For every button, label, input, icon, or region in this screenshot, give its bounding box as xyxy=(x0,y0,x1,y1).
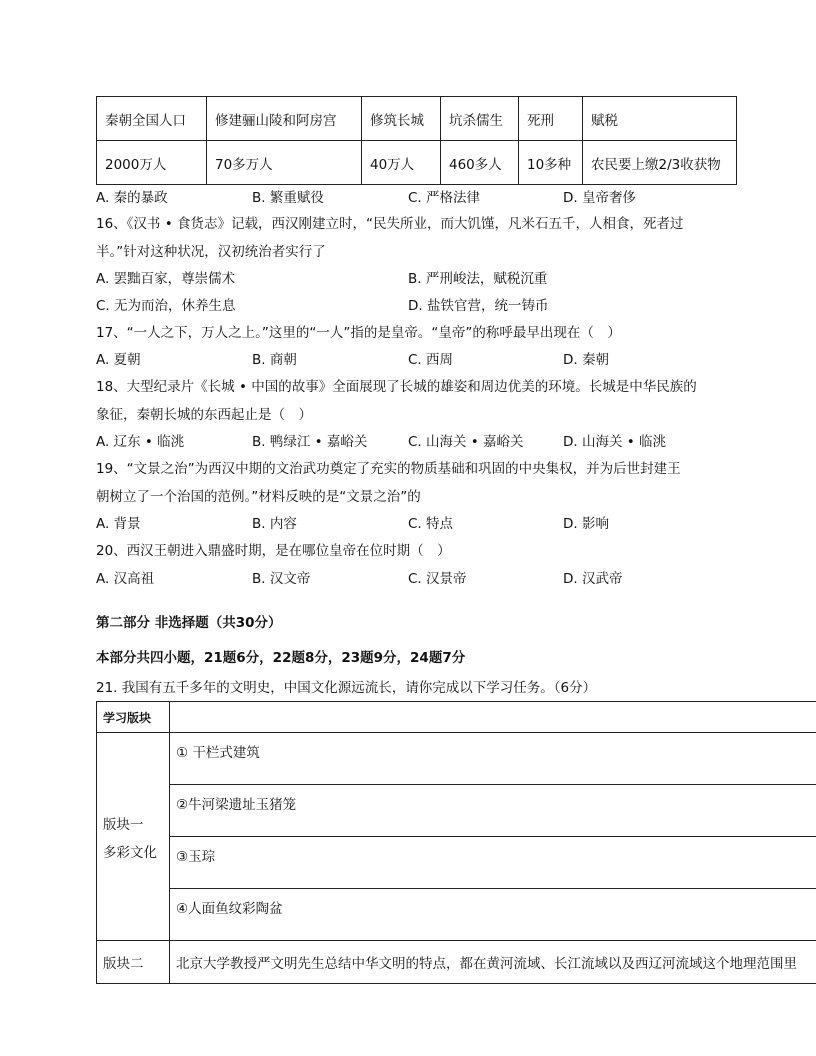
option-d: D. 秦朝 xyxy=(563,352,609,368)
table-cell: 70多万人 xyxy=(207,141,362,185)
table-cell: 修建骊山陵和阿房宫 xyxy=(207,97,362,141)
table-row xyxy=(97,941,816,984)
option-d: D. 盐铁官营，统一铸币 xyxy=(408,298,549,314)
block1-label-line1: 版块一 xyxy=(103,816,144,833)
option-a: A. 秦的暴政 xyxy=(96,190,168,206)
table-row xyxy=(97,889,816,941)
option-b: B. 严刑峻法，赋税沉重 xyxy=(408,271,548,287)
option-c: C. 严格法律 xyxy=(408,190,481,206)
q17-options xyxy=(96,348,736,368)
table-cell: 死刑 xyxy=(519,97,583,141)
table-header-cell: 学习版块 xyxy=(97,702,170,733)
option-b: B. 内容 xyxy=(252,516,297,532)
question-19-stem-line2: 朝树立了一个治国的范例。”材料反映的是“文景之治”的 xyxy=(96,489,421,505)
table-cell: 农民要上缴2/3收获物 xyxy=(583,141,737,185)
table-row xyxy=(97,837,816,889)
q19-options xyxy=(96,512,736,532)
study-task-table xyxy=(96,701,816,984)
list-item: ②牛河梁遗址玉猪笼 xyxy=(170,785,816,837)
table-row xyxy=(97,141,737,185)
list-item: ④人面鱼纹彩陶盆 xyxy=(170,889,816,941)
q20-options xyxy=(96,567,736,587)
option-a: A. 辽东 • 临洮 xyxy=(96,434,185,450)
option-b: B. 汉文帝 xyxy=(252,571,311,587)
q16-options-row1 xyxy=(96,267,736,287)
table-cell: 秦朝全国人口 xyxy=(97,97,207,141)
option-b: B. 商朝 xyxy=(252,352,297,368)
table-header-row xyxy=(97,97,737,141)
table-cell xyxy=(170,702,816,733)
table-cell: 40万人 xyxy=(362,141,441,185)
block1-label-line2: 多彩文化 xyxy=(103,844,157,861)
part2-title: 第二部分 非选择题（共30分） xyxy=(96,615,282,631)
option-c: C. 山海关 • 嘉峪关 xyxy=(408,434,524,450)
option-b: B. 鸭绿江 • 嘉峪关 xyxy=(252,434,368,450)
table-cell: 修筑长城 xyxy=(362,97,441,141)
option-a: A. 背景 xyxy=(96,516,141,532)
table-row xyxy=(97,785,816,837)
part2-subtitle: 本部分共四小题，21题6分，22题8分，23题9分，24题7分 xyxy=(96,650,466,666)
q16-options-row2 xyxy=(96,294,736,314)
q15-options xyxy=(96,186,736,206)
qin-statistics-table xyxy=(96,96,737,185)
option-c: C. 无为而治，休养生息 xyxy=(96,298,236,314)
block1-label-cell xyxy=(97,733,170,941)
option-d: D. 山海关 • 临洮 xyxy=(563,434,667,450)
block2-text-cell: 北京大学教授严文明先生总结中华文明的特点，都在黄河流域、长江流域以及西辽河流域这个地理范围里 xyxy=(170,941,816,984)
table-header-row xyxy=(97,702,816,733)
table-cell: 2000万人 xyxy=(97,141,207,185)
question-20-stem: 20、西汉王朝进入鼎盛时期，是在哪位皇帝在位时期（ ） xyxy=(96,543,451,559)
option-c: C. 特点 xyxy=(408,516,454,532)
option-c: C. 西周 xyxy=(408,352,454,368)
question-18-stem-line1: 18、大型纪录片《长城 • 中国的故事》全面展现了长城的雄姿和周边优美的环境。长城是中华民族的 xyxy=(96,379,697,395)
table-cell: 10多种 xyxy=(519,141,583,185)
list-item: ① 干栏式建筑 xyxy=(170,733,816,785)
question-17-stem: 17、“一人之下，万人之上。”这里的“一人”指的是皇帝。“皇帝”的称呼最早出现在（ ） xyxy=(96,325,621,341)
table-cell: 460多人 xyxy=(441,141,519,185)
q18-options xyxy=(96,430,736,450)
option-a: A. 夏朝 xyxy=(96,352,141,368)
list-item: ③玉琮 xyxy=(170,837,816,889)
option-b: B. 繁重赋役 xyxy=(252,190,324,206)
question-21-stem: 21. 我国有五千多年的文明史，中国文化源远流长，请你完成以下学习任务。（6分） xyxy=(96,680,597,696)
option-a: A. 罢黜百家，尊崇儒术 xyxy=(96,271,236,287)
question-18-stem-line2: 象征，秦朝长城的东西起止是（ ） xyxy=(96,407,312,423)
option-d: D. 皇帝奢侈 xyxy=(563,190,636,206)
question-16-stem-line1: 16、《汉书 • 食货志》记载，西汉刚建立时，“民失所业，而大饥馑，凡米石五千，人相食，死者过 xyxy=(96,216,684,232)
option-c: C. 汉景帝 xyxy=(408,571,467,587)
question-19-stem-line1: 19、“文景之治”为西汉中期的文治武功奠定了充实的物质基础和巩固的中央集权，并为后世封建王 xyxy=(96,461,681,477)
option-a: A. 汉高祖 xyxy=(96,571,155,587)
table-row xyxy=(97,733,816,785)
table-cell: 赋税 xyxy=(583,97,737,141)
question-16-stem-line2: 半。”针对这种状况，汉初统治者实行了 xyxy=(96,244,326,260)
option-d: D. 汉武帝 xyxy=(563,571,623,587)
block2-label-cell: 版块二 xyxy=(97,941,170,984)
option-d: D. 影响 xyxy=(563,516,609,532)
table-cell: 坑杀儒生 xyxy=(441,97,519,141)
